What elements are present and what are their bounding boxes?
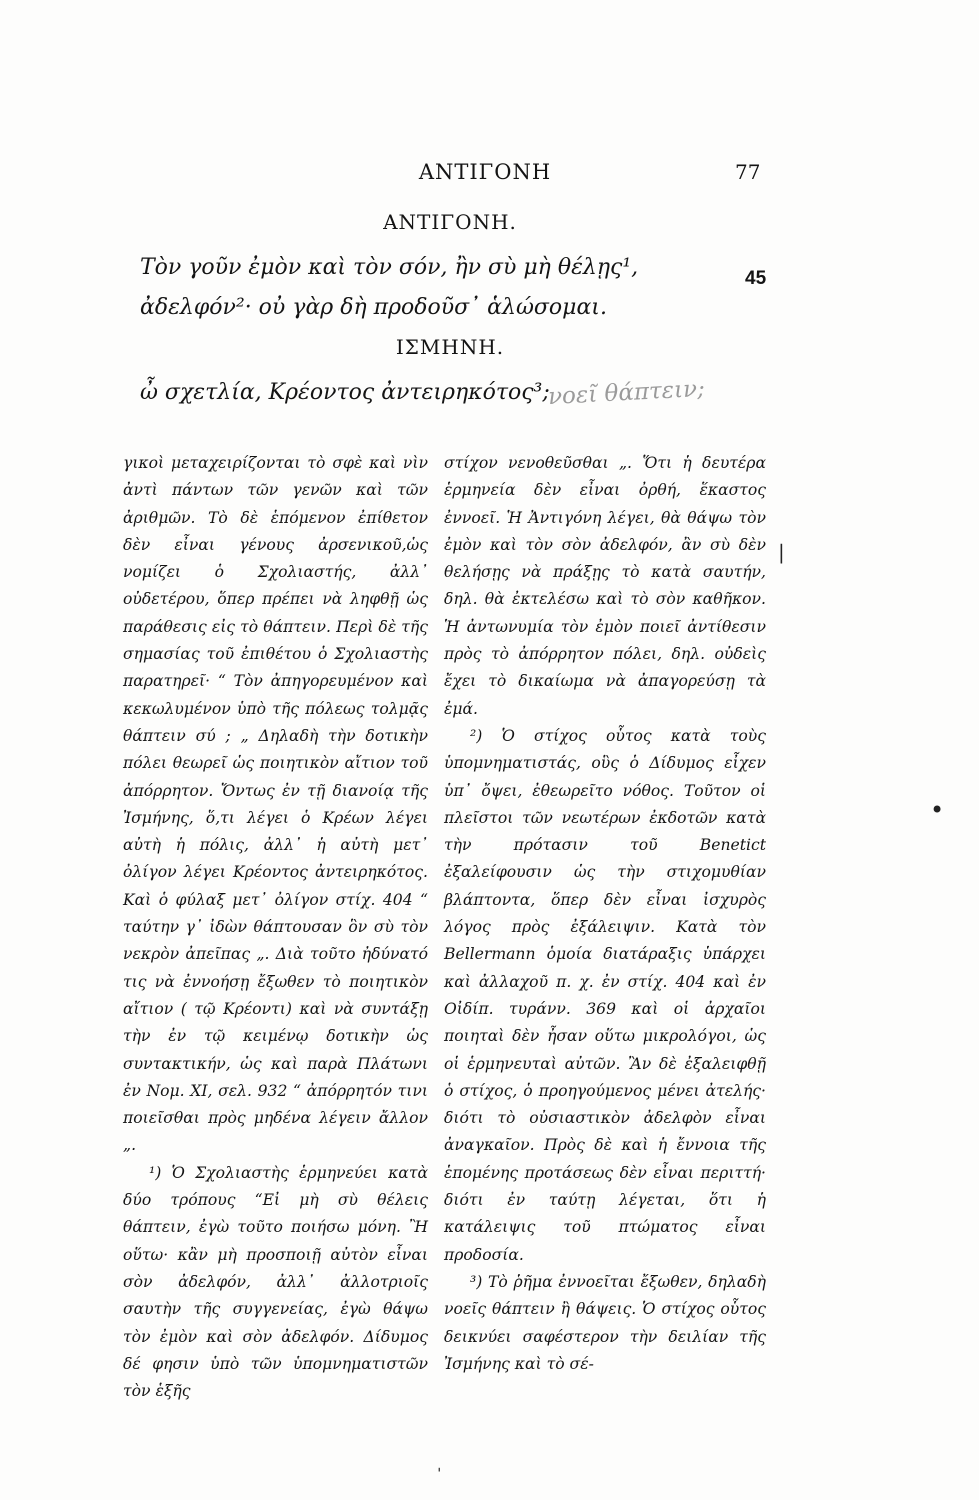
- commentary-left-column: [123, 450, 428, 1405]
- footnote: ¹) Ὁ Σχολιαστὴς ἑρμηνεύει κατὰ δύο τρόπους “Εἰ μὴ σὺ θέλεις θάπτειν, ἐγὼ τοῦτο ποιήσω μόνη. Ἢ οὕτω· κἂν μὴ προσποιῇ αὐτὸν εἶναι σὸν ἀδελφόν, ἀλλ᾽ ἀλλοτριοῖς σαυτὴν τῆς συγγενείας, ἐγὼ θάψω τὸν ἐμὸν καὶ σὸν ἀδελφόν. Δίδυμος δέ φησιν ὑπὸ τῶν ὑπομνηματιστῶν τὸν ἑξῆς: [123, 1163, 428, 1401]
- verse-line: Τὸν γοῦν ἐμὸν καὶ τὸν σόν, ἢν σὺ μὴ θέλῃς¹,: [140, 255, 639, 280]
- verse-line: ὦ σχετλία, Κρέοντος ἀντειρηκότος³;: [140, 380, 550, 405]
- handwritten-annotation: νοεῖ θάπτειν;: [547, 375, 706, 411]
- commentary-right-column: [444, 450, 766, 1378]
- commentary-paragraph: γικοὶ μεταχειρίζονται τὸ σφὲ καὶ νὶν ἀντὶ πάντων τῶν γενῶν καὶ τῶν ἀριθμῶν. Τὸ δὲ ἑπόμενον ἐπίθετον δὲν εἶναι γένους ἀρσενικοῦ,ὡς νομίζει ὁ Σχολιαστής, ἀλλ᾽ οὐδετέρου, ὅπερ πρέπει νὰ ληφθῇ ὡς παράθεσις εἰς τὸ θάπτειν. Περὶ δὲ τῆς σημασίας τοῦ ἐπιθέτου ὁ Σχολιαστὴς παρατηρεῖ· “ Τὸν ἀπηγορευμένον καὶ κεκωλυμένον ὑπὸ τῆς πόλεως τολμᾷς θάπτειν σύ ; „ Δηλαδὴ τὴν δοτικὴν πόλει θεωρεῖ ὡς ποιητικὸν αἴτιον τοῦ ἀπόρρητον. Ὄντως ἐν τῇ διανοίᾳ τῆς Ἰσμήνης, ὅ,τι λέγει ὁ Κρέων λέγει αὐτὴ ἡ πόλις, ἀλλ᾽ ἡ αὐτὴ μετ᾽ ὀλίγον λέγει Κρέοντος ἀντειρηκότος. Καὶ ὁ φύλαξ μετ᾽ ὀλίγον στίχ. 404 “ ταύτην γ᾽ ἰδὼν θάπτουσαν ὃν σὺ τὸν νεκρὸν ἀπεῖπας „. Διὰ τοῦτο ἠδύνατό τις νὰ ἐννοήσῃ ἔξωθεν τὸ ποιητικὸν αἴτιον ( τῷ Κρέοντι) καὶ νὰ συντάξῃ τὴν ἐν τῷ κειμένῳ δοτικὴν ὡς συντακτικήν, ὡς καὶ παρὰ Πλάτωνι ἐν Νομ. XI, σελ. 932 “ ἀπόρρητόν τινι ποιεῖσθαι πρὸς μηδένα λέγειν ἄλλον „.: [123, 454, 428, 1155]
- running-title: ΑΝΤΙΓΟΝΗ: [418, 160, 552, 184]
- verse-line: ἀδελφόν²· οὐ γὰρ δὴ προδοῦσ᾽ ἁλώσομαι.: [140, 295, 607, 320]
- speaker-antigone: ΑΝΤΙΓΟΝΗ.: [383, 210, 517, 234]
- commentary-paragraph: στίχον νενοθεῦσθαι „. Ὅτι ἡ δευτέρα ἑρμηνεία δὲν εἶναι ὀρθή, ἕκαστος ἐννοεῖ. Ἡ Ἀντιγόνη λέγει, θὰ θάψω τὸν ἐμὸν καὶ τὸν σὸν ἀδελφόν, ἂν σὺ δὲν θελήσῃς νὰ πράξῃς τὸ κατὰ σαυτήν, δηλ. θὰ ἐκτελέσω καὶ τὸ σὸν καθῆκον. Ἡ ἀντωνυμία τὸν ἐμὸν ποιεῖ ἀντίθεσιν πρὸς τὸ ἀπόρρητον πόλει, δηλ. οὐδεὶς ἔχει τὸ δικαίωμα νὰ ἀπαγορεύσῃ τὰ ἐμά.: [444, 454, 766, 718]
- ink-mark: ˈ: [437, 1465, 442, 1484]
- speaker-ismene: ΙΣΜΗΝΗ.: [395, 335, 505, 359]
- footnote: ²) Ὁ στίχος οὗτος κατὰ τοὺς ὑπομνηματιστάς, οὓς ὁ Δίδυμος εἶχεν ὑπ᾽ ὄψει, ἐθεωρεῖτο νόθος. Τοῦτον οἱ πλεῖστοι τῶν νεωτέρων ἐκδοτῶν κατὰ τὴν πρότασιν τοῦ Benetict ἐξαλείφουσιν ὡς τὴν στιχομυθίαν βλάπτοντα, ὅπερ δὲν εἶναι ἰσχυρὸς λόγος πρὸς ἐξάλειψιν. Κατὰ τὸν Bellermann ὁμοία διατάραξις ὑπάρχει καὶ ἀλλαχοῦ π. χ. ἐν στίχ. 404 καὶ ἐν Οἰδίπ. τυράνν. 369 καὶ οἱ ἀρχαῖοι ποιηταὶ δὲν ἦσαν οὕτω μικρολόγοι, ὡς οἱ ἑρμηνευταὶ αὐτῶν. Ἂν δὲ ἐξαλειφθῇ ὁ στίχος, ὁ προηγούμενος μένει ἀτελής· διότι τὸ οὐσιαστικὸν ἀδελφὸν εἶναι ἀναγκαῖον. Πρὸς δὲ καὶ ἡ ἔννοια τῆς ἑπομένης προτάσεως δὲν εἶναι περιττή· διότι ἐν ταύτῃ λέγεται, ὅτι ἡ κατάλειψις τοῦ πτώματος εἶναι προδοσία.: [444, 726, 766, 1264]
- page-number: 77: [735, 160, 761, 184]
- footnote: ³) Τὸ ῥῆμα ἐννοεῖται ἔξωθεν, δηλαδὴ νοεῖς θάπτειν ἢ θάψεις. Ὁ στίχος οὗτος δεικνύει σαφέστερον τὴν δειλίαν τῆς Ἰσμήνης καὶ τὸ σέ-: [444, 1272, 766, 1373]
- pencil-mark: |: [778, 540, 785, 564]
- verse-line-number: 45: [745, 268, 767, 289]
- ink-dot: •: [930, 796, 945, 824]
